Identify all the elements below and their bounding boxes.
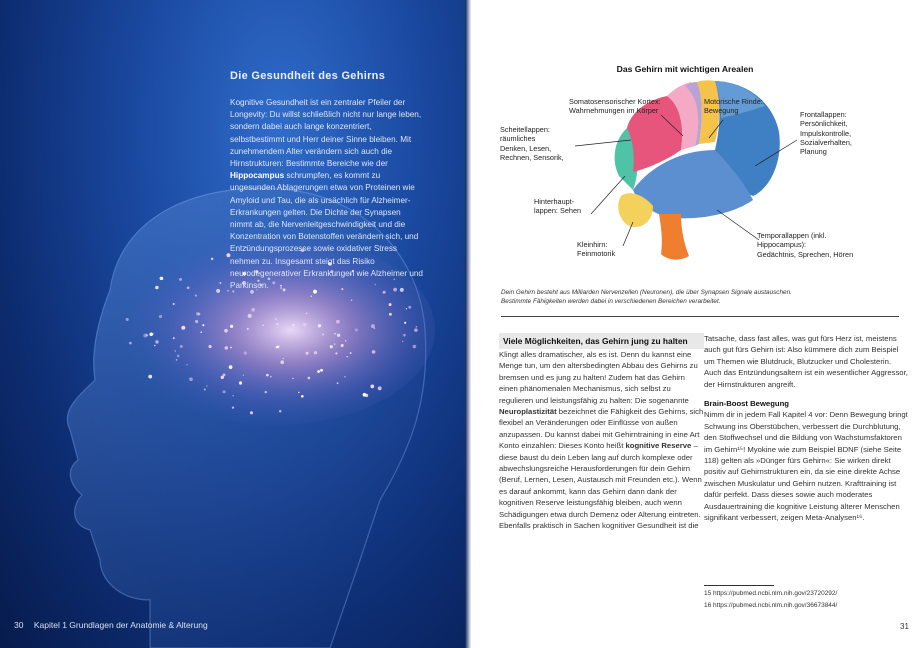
bold-term: Hippocampus bbox=[230, 171, 285, 181]
column-2-intro: Tatsache, dass fast alles, was gut fürs Herz ist, meistens auch gut fürs Gehirn ist: Also kümmere dich zum Beispiel um Themen wie Blutdruck, Blutzucker und Cholesterin. Auch das Entzündungsaltern ist ein wesentlicher Aggressor, der Hirnstrukturen angreift. bbox=[704, 334, 908, 389]
text-column-1 bbox=[499, 333, 704, 532]
bold-term: kognitive Reserve bbox=[625, 441, 692, 451]
text-run: Klingt alles dramatischer, als es ist. Denn du kannst eine Menge tun, um den altersbedingten Abbau des Gehirns zu bremsen und es jung zu halten! Zudem hat das Gehirn einen phänomenalen Mechanismus, sich selbst zu regulieren und leistungsfähig zu halten: Die sogenannte bbox=[499, 350, 698, 405]
figure-caption: Dein Gehirn besteht aus Milliarden Nervenzellen (Neuronen), die über Synapsen Signale austauschen. Bestimmte Fähigkeiten werden dabei in verschiedenen Bereichen verarbeitet. bbox=[501, 289, 792, 305]
right-page bbox=[471, 0, 921, 648]
chapter-running-head: Kapitel 1 Grundlagen der Anatomie & Alterung bbox=[33, 620, 208, 630]
region-stem bbox=[659, 214, 689, 260]
subheading-brain-boost: Brain-Boost Bewegung bbox=[704, 399, 789, 409]
label-motor-cortex: Motorische Rinde: Bewegung bbox=[704, 97, 763, 116]
bold-term: Neuroplastizität bbox=[499, 407, 557, 417]
section-divider bbox=[501, 316, 899, 317]
section-title: Die Gesundheit des Gehirns bbox=[230, 70, 386, 82]
label-frontal-lobe: Frontallappen: Persönlichkeit, Impulskontrolle, Sozialverhalten, Planung bbox=[800, 110, 852, 157]
text-run: schrumpfen, es kommt zu ungesunden Ablagerungen etwa von Proteinen wie Amyloid und Tau, die als ursächlich für Alzheimer-Erkrankungen gelten. Die Dichte der Synapsen nimmt ab, die Nervenleitgeschwindigkeit und die Konzentration von Botenstoffen verändern sich, und Entzündungsprozesse sowie oxidativer Stress nehmen zu. Insgesamt steigt das Risiko neurodegenerativer Erkrankungen wie Alzheimer und Parkinson. bbox=[230, 171, 423, 291]
page-number-right: 31 bbox=[900, 622, 909, 631]
section-heading: Viele Möglichkeiten, das Gehirn jung zu halten bbox=[499, 333, 704, 349]
label-parietal-lobe: Scheitellappen: räumliches Denken, Lesen, Rechnen, Sensorik, bbox=[500, 125, 564, 162]
page-number-left: 30 bbox=[14, 620, 24, 630]
label-occipital-lobe: Hinterhaupt- lappen: Sehen bbox=[534, 197, 582, 216]
text-column-2 bbox=[704, 333, 909, 524]
left-footer bbox=[14, 620, 208, 630]
label-cerebellum: Kleinhirn: Feinmotorik bbox=[577, 240, 616, 259]
text-run: bezeichnet die Fähigkeit des Gehirns, sich flexibel an Veränderungen oder Einflüsse von außen anzupassen. Du kannst dabei mit Gehirntraining in eine Art Konto einzahlen: Dieses Konto heißt bbox=[499, 407, 704, 451]
footnote-rule bbox=[704, 585, 774, 586]
label-somatosensory: Somatosensorischer Kortex: Wahrnehmungen im Körper bbox=[569, 97, 661, 116]
column-2-body: Nimm dir in jedem Fall Kapitel 4 vor: Denn Bewegung bringt Schwung ins Oberstübchen, verbessert die Durchblutung, den Stoffwechsel und die Bildung von Wachstumsfaktoren im Gehirn¹⁵! Myokine wie zum Beispiel BDNF (siehe Seite 118) gelten als »Dünger fürs Gehirn«: Sie wirken direkt positiv auf Gehirnstrukturen ein, da sie eine direkte Achse zwischen Muskulatur und Gehirn nutzen. Krafttraining ist dafür perfekt. Dass dieses sowie auch moderates Ausdauertraining die kognitive Leistung älterer Menschen signifikant verbessert, zeigen Meta-Analysen¹⁶. bbox=[704, 410, 908, 523]
footnote-16: 16 https://pubmed.ncbi.nlm.nih.gov/36673844/ bbox=[704, 602, 838, 609]
footnote-15: 15 https://pubmed.ncbi.nlm.nih.gov/23720292/ bbox=[704, 590, 838, 597]
intro-paragraph bbox=[230, 97, 425, 292]
column-1-paragraph bbox=[499, 349, 704, 532]
text-run: Kognitive Gesundheit ist ein zentraler Pfeiler der Longevity: Du willst schließlich nicht nur lange leben, sondern dabei auch lange konzentriert, selbstbestimmt und Herr deiner Sinne bleiben. Mit zunehmendem Alter verändern sich auch die Hirnstrukturen: Bestimmte Bereiche wie der bbox=[230, 98, 422, 169]
label-temporal-lobe: Temporallappen (inkl. Hippocampus): Gedächtnis, Sprechen, Hören bbox=[757, 231, 854, 259]
text-run: – diese baust du dein Leben lang auf durch komplexe oder abwechslungsreiche Herausforderungen für dein Gehirn (Beruf, Lernen, Lesen, Austausch mit Freunden etc.). Wenn es darauf ankommt, kann das Gehirn dann dank der kognitiven Reserve leistungsfähig bleiben, auch wenn Schädigungen etwa durch Demenz oder Alterung eintreten. Ebenfalls praktisch in Sachen kognitiver Gesundheit ist die bbox=[499, 441, 702, 531]
figure-title: Das Gehirn mit wichtigen Arealen bbox=[616, 64, 754, 74]
